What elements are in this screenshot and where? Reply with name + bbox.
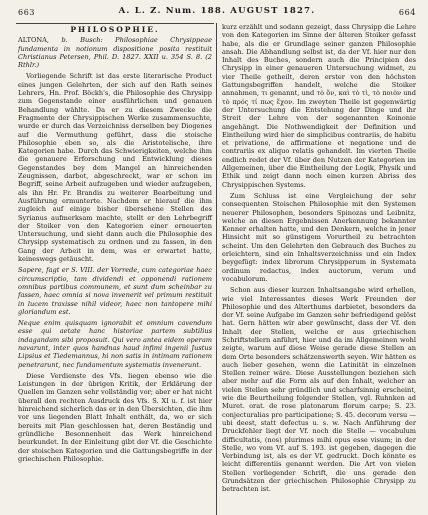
right-paragraph-2: Zum Schluss ist eine Vergleichung der sehr consequenten Stoischen Philosophie mit den Systemen neuerer Philosophen, besonders Spinozas und Leibnitz, welche an diesen Ergebnissen Anerkennung bekannter Kenner erhalten hatte, und den Denkern, welche in jener Hinsicht mit so günstigem Vorurtheil zu betrachten scheint. Um den Gelehrten den Gebrauch des Buches zu erleichtern, sind ein Inhaltsverzeichniss und ein Index beygefügt: index librorum Chrysipperum in Systemata ordinum redactus, index auctorum, verum und vocabulorum.: [222, 191, 416, 283]
text-columns: [18, 23, 416, 497]
entry-location: ALTONA,: [18, 36, 50, 45]
issue-title: A. L. Z. Num. 188. AUGUST 1827.: [118, 6, 316, 16]
left-paragraph-1: Vorliegende Schrift ist das erste literarische Product eines jungen Gelehrten, der sich auf den Rath seines Lehrers, Hn. Prof. Böckh's, die Philosophie des Chrysipp zum Gegenstande einer ausführlichen und genauen Behandlung wählte. Da er zu diesem Zwecke die Fragmente der Chrysippischen Werke zusammensuchte, wurde er durch das Verzeichniss derselben bey Diogenes auf die Vermuthung geführt, dass die stoische Philosophie eben so, als die Aristotelische, ihre Kategorien habe. Durch das Schwierigkeiten, welche ihm die genauere Erforschung und Entwicklung dieses Gegenstandes bey dem Mangel an hinreichenden Zeugnissen, darbot, abgeschreckt, war er schon im Begriff, seine Arbeit aufzugeben und wieder aufzugeben, als ihn Hr. Fr. Brandis zu weiterer Bearbeitung und Ausführung ermunterte. Nachdem er hierauf die ihm zugleich auf einige bisher übersehene Stellen des Syrianus aufmerksam machte, stellt er den Lehrbegriff der Stoiker von den Kategorien einer erneuerten Untersuchung, und sieht dann auch die Philosophie des Chrysipp systematisch zu ordnen und zu fassen, in den Gang der Arbeit in dem, was er erwartet hatte, keineswegs getäuscht.: [18, 72, 212, 264]
right-paragraph-1: kurz erzählt und sodann gezeigt, dass Chrysipp die Lehre von den Kategorien im Sinne der älteren Stoiker gefasst habe, als die er Grundlage seiner ganzen Philosophie ansah. Die Abhandlung selbst ist, da der Vf. hier nur den Inhalt des Buches, sondern auch die Principien des Chrysipp in einer genaueren Untersuchung widmet, zu vier Theile getheilt, deren erster von den höchsten Gattungsbegriffen handelt, welche die Stoiker annahmen, τι genannt, und τὸ ὄν, καὶ τὸ τὶ, τὸ ποιὸν und τὸ πρός τί πως ἔχον. Im zweyten Theile ist gegenwärtig der Untersuchung die Entstehung der Dinge und ihr Streit der Lehre von der sogenannten Koinonie angehängt. Die Nothwendigkeit der Definition und Eintheilung wird hier de simplicibus contrariis, de habitu et privatione, de affirmatione et negatione und de contrariis ex aliquo relatis gehandelt. Im vierten Theile endlich redet der Vf. über den Nutzen der Kategorien im Allgemeinen, über die Eintheilung der Logik, Physik und Ethik und zeigt dann noch einen kurzen Abriss des Chrysippischen Systems.: [222, 23, 416, 189]
page-number-left: 663: [18, 8, 36, 17]
page-header: [18, 6, 416, 19]
column-divider: [216, 23, 217, 515]
section-rule: [16, 23, 214, 24]
page-number-right: 664: [398, 8, 416, 17]
right-paragraph-3: Schon aus dieser kurzen Inhaltsangabe wird erhellen, wie viel Interessantes dieses Werk Freunden der Philosophie und des Alterthums darbietet, besonders da der Vf. seine Aufgabe im Ganzen sehr befriedigend gelöst hat. Gern hätten wir aber gewünscht, dass der Vf. den Inhalt der Stellen, welche er aus griechischen Schriftstellern anführt, hier und da im Allgemeinen wohl zeigte, warum auf diese Weise gerade diese Stellen an dem Orte besonders schätzenswerth seyen. Wir hätten es auch lieber gesehen, wenn die Latinität in einzelnen Stellen reiner wäre. Diese Ausstellungen beziehen sich aber mehr auf die Form als auf den Inhalt, welcher an vielen Stellen sehr gründlich und scharfsinnig erscheint, wie die Beurtheilung folgender Stellen, vgl. Ruhnken ad Muret. orat. de rose platonarum florum carpe; S. 23. conjecturalias pro participatione; S. 45. decorum versu — ubi deest, statt defectus u. s. w. Nach Anführung der Druckfehler liegt der Vf. noch die Stelle — vocabulum difficultatis, (nos) plurimes mihi opus esse visum; in der Stelle, wo vom Vf. auf S. 193. ist gegeben, dagegen die Verbindung ist, als es der Vf. gedruckt. Doch könnte es leicht differentiis genannt werden. Die Art von vielen Stellen vorliegender Schrift, die uns gerade den Grundsätzen der griechischen Philosophie Chrysipp zu betrachten ist.: [222, 286, 416, 494]
entry-citation: b. Busch: Philosophiae Chrysippeae fundamenta in notionum dispositione posita restituit Christianus Petersen, Phil. D. 1827. XXII u. 354 S. 8. (2 Rthlr.): [18, 36, 212, 70]
left-paragraph-2: Neque enim quisquam ignorabit et omnium cavendum esse qui aetate hanc historiae partem subtilius indagandam sibi proposuit. Qui vero antea eidem operam navarunt, inter quos handnas haud infimi ingenii Justus Lipsius et Tiedemannus, hi non satis in intimam rationem penetrarunt, nec fundamentum systematis invenerunt.: [18, 319, 212, 369]
section-heading: PHILOSOPHIE.: [70, 25, 160, 34]
entry-heading: [18, 36, 212, 69]
right-column: [222, 23, 416, 497]
left-column: [18, 23, 212, 497]
left-paragraph-3: Diese Verdienste des Vfs. liegen ebenso wie die Leistungen in der übrigen Kritik, der Erklärung der Quellen im Ganzen sehr vollständig vor; aber er hat nicht überall den rechten Ausdruck des Vfs. S. XI u. f. ist hier hinreichend sicherlich das er in den Übersichten, die ihm vor uns liegenden Blatt Inhalt enthält, da, wo er sich bereits mit Plan geschlossen hat, deren Beständig und gründliche Besonnenheit das Werk hinreichend beurkundet. In der Einleitung gibt der Vf. die Geschichte der stoischen Kategorien und die Gattungsbegriffe in der griechischen Philosophie.: [18, 371, 212, 463]
left-quote: Sapere, fagt er S. VIII. der Vorrede, cum categoriae haec circumscriptio, tam dividendi et opponendi rationem omnibus partibus communem, et sunt dum scheinbar zu fassen, haec omnia si nova invenerit vel primum restituit in lucem traxisse nihil videor, haec non tantopere mihi gloriandum est.: [18, 266, 212, 316]
